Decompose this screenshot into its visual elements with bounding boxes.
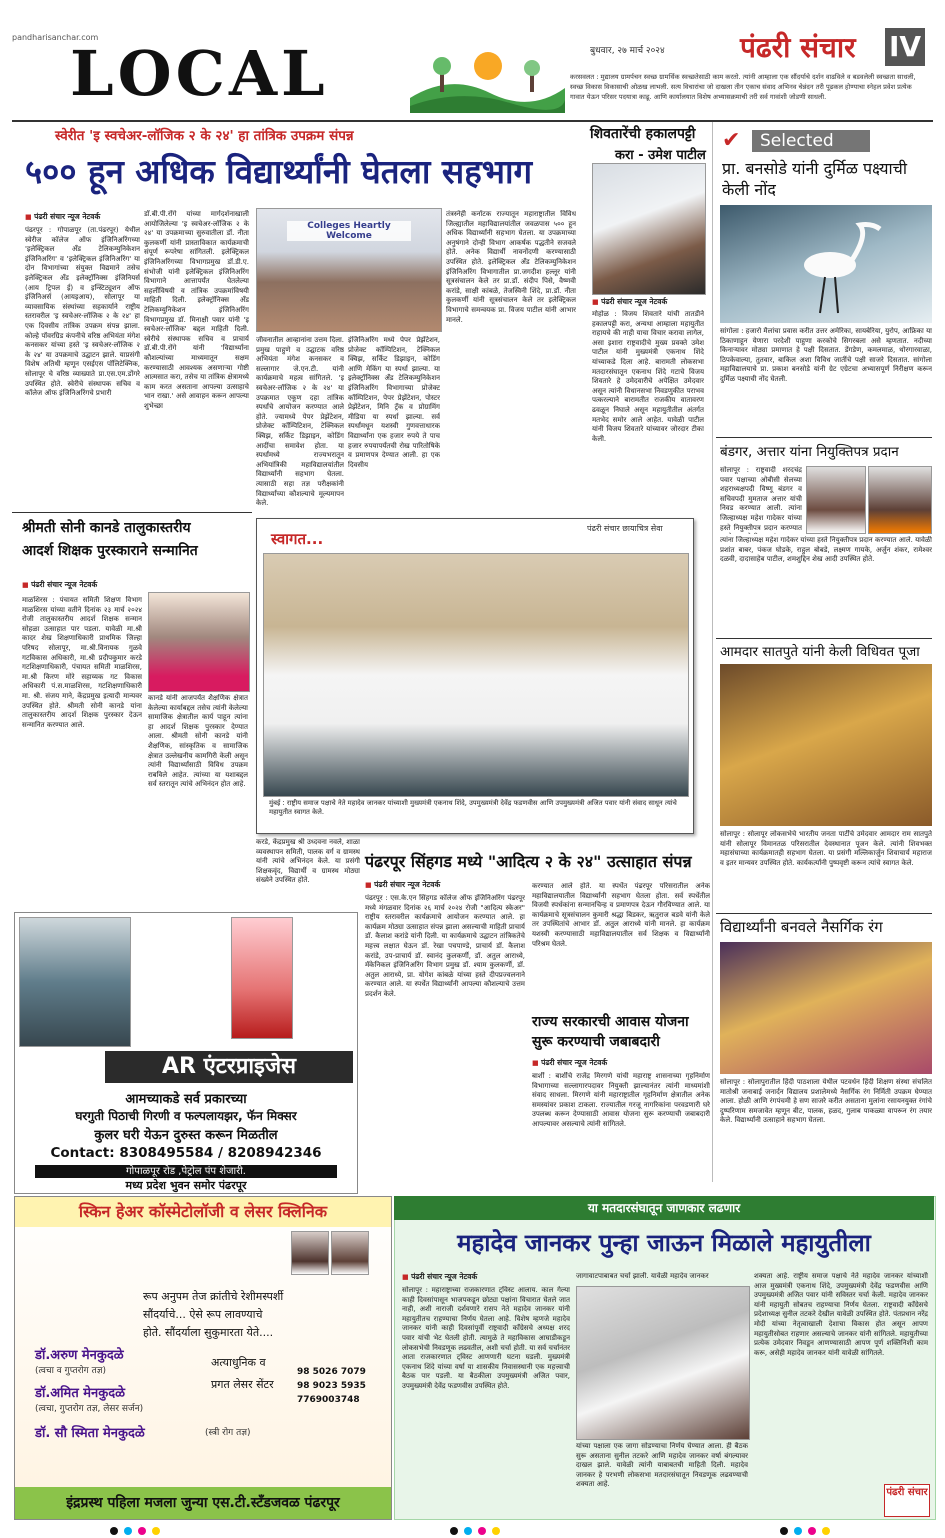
registration-dot [780,1527,788,1535]
registration-dot [794,1527,802,1535]
soni-headline-1: श्रीमती सोनी कानडे तालुकास्तरीय [22,520,191,536]
satpute-photo [720,664,932,826]
aditya-col2: करण्यात आले होते. या स्पर्धेत पंढरपूर परिसरातील अनेक महाविद्यालयातील विद्यार्थ्यांनी सहभाग घेतला होता. सर्व स्पर्धेतील विजयी स्पर्धकांना सन्मानचिन्ह व प्रमाणपत्र देऊन गौरविण्यात आले. या कार्यक्रमाचे सूत्रसंचालन कुमारी श्रद्धा बिडकर, ऋतुराज बडवे यांनी केले तर उपस्थितांचे आभार डॉ. अतुल आराध्ये यांनी मानले. हा कार्यक्रम यशस्वी करण्यासाठी महाविद्यालयातील सर्व शिक्षक व विद्यार्थ्यांनी परिश्रम घेतले. [532,882,710,948]
ad-ar-title: AR एंटरप्राइजेस [105,1051,353,1083]
registration-dot [152,1527,160,1535]
ad-skin-phone3[interactable]: 7769003748 [297,1395,360,1405]
doctor-photo-2 [331,1231,369,1275]
registration-dot [124,1527,132,1535]
ad-skin-tagline2: सौंदर्याचे... ऐसे रूप लावण्याचे [143,1308,263,1321]
selected-badge [722,128,862,154]
registration-dot [138,1527,146,1535]
header-landscape-logo [410,38,565,113]
header-date: बुधवार, २७ मार्च २०२४ [590,46,665,56]
welcome-caption: मुंबई : राष्ट्रीय समाज पक्षाचे नेते महादेव जानकर यांच्याशी मुख्यमंत्री एकनाथ शिंदे, उपमुख्यमंत्री देवेंद्र फडणवीस आणि उपमुख्यमंत्री अजित पवार यांनी संवाद साधून त्यांचे महायुतीत स्वागत केले. [269,799,677,816]
ad-ar-addr2: मध्य प्रदेश भुवन समोर पंढरपूर [125,1179,247,1192]
lead-col5: तंत्रस्नेही कर्नाटक राज्यातून महाराष्ट्रातील विविध जिल्ह्यातील महाविद्यालयांतील जवळपास ५०० हून अधिक विद्यार्थ्यांनी सहभाग घेतला. या उपक्रमाच्या अनुषंगाने दोन्ही विभाग आकर्षक पद्धतीने सजवले होते. अनेक विद्यार्थी नावनोंदणी करण्यासाठी उपस्थित होते. इलेक्ट्रिकल अँड टेलिकम्युनिकेशन इंजिनिअरिंग विभागातील प्रा.जगदीश हल्लूर यांनी सूत्रसंचालन केले तर प्रा.डॉ. संदीप पिसे, वैष्णवी करांडे, साक्षी कांबळे, तेजस्विनी शिंदे, प्रा.डॉ. नीता कुलकर्णी यांनी सूत्रसंचालन केले तर इलेक्ट्रिकल विभागाचे समन्वयक प्रा. विजय पाटील यांनी आभार मानले. [446,210,576,324]
lead-photo-banner: Colleges Heartly Welcome [287,221,411,241]
awas-headline-1: राज्य सरकारची आवास योजना [532,1014,689,1030]
soni-col3: करडे, केंद्रप्रमुख श्री उध्दवना नवले, शाळा व्यवस्थापन समिती, पालक वर्ग व ग्रामस्थ यांनी त्यांचे अभिनंदन केले. या प्रसंगी शिक्षकवृंद, विद्यार्थी व ग्रामस्थ मोठ्या संख्येने उपस्थित होते. [256,838,360,885]
paper-corner-logo: पंढरी संचार [884,1484,930,1517]
egret-icon [720,205,932,323]
bangar-title: बंडगर, अत्तार यांना नियुक्तिपत्र प्रदान [720,444,899,460]
lead-col3: जीवनातील आव्हानांना उत्तम दिला. प्रमुख पाहुणे व उद्घाटक वरिष्ठ अभियंता मंगेश कनसकर व सल्लागार जे.एन.टी. यांनी कार्यक्रमाचे महत्व सांगितले. 'इ स्वचेअर-लॉजिक २ के २४' या उपक्रमात एकूण दहा तांत्रिक स्पर्धांचे आयोजन करण्यात आले होते. ज्यामध्ये पेपर प्रेझेंटेशन, प्रोजेक्ट कॉम्पिटिशन, टेक्निकल क्विझ, सर्किट डिझाइन, कोडिंग आदींचा समावेश होता. या स्पर्धांमध्ये राज्यभरातून अभियांत्रिकी महाविद्यालयांतील विद्यार्थ्यांनी सहभाग घेतला. त्यासाठी सहा तज्ञ परीक्षकांनी विद्यार्थ्यांच्या कौशल्याचे मूल्यमापन केले. [256,336,344,508]
registration-dot [808,1527,816,1535]
selected-label: Selected [752,130,870,152]
soni-byline: ■ पंढरी संचार न्यूज नेटवर्क [22,580,97,590]
jankar-col1: सोलापूर : महाराष्ट्राच्या राजकारणात ट्विस्ट आलाय. काल गेल्या काही दिवसांपासून भाजपकडून छोट्या पक्षांना विचारात घेतले जात नाही, अशी नाराजी दर्शवणारे रासप नेते महादेव जानकर यांनी महायुतीतच राहण्याचा निर्णय घेतला आहे. विशेष म्हणजे महादेव जानकर यांनी काही दिवसांपूर्वी राष्ट्रवादी काँग्रेसचे अध्यक्ष शरद पवार यांची भेट घेतली होती. त्यामुळे ते महाविकास आघाडीकडून लोकसभेची निवडणूक लढवतील, अशी चर्चा होती. या सर्व चर्चांनंतर आता राजकारणात ट्विस्ट आणणारी घटना घडली. मुख्यमंत्री एकनाथ शिंदे यांच्या वर्षा या शासकीय निवासस्थानी एक महत्त्वाची बैठक पार पडली. या बैठकीला उपमुख्यमंत्री अजित पवार, उपमुख्यमंत्री देवेंद्र फडणवीस उपस्थित होते. [402,1286,570,1390]
lead-kicker: स्वेरीत 'इ स्वचेअर-लॉजिक २ के २४' हा तांत्रिक उपक्रम संपन्न [55,128,354,144]
bangar-photo-2 [868,466,932,534]
bird-photo [720,205,932,323]
header-quote: करसवलत : मुद्यालय ग्रामर्पचन स्वच्छ ग्रामर्थिक स्वच्छतेसाठी काम करतो. त्यांनी आम्हाला एक सौंदर्याचे दर्शन वाढविले व बडवलेली स्वच्छता साधली, स्वच्छ विकास विकासाची ओळख लाभली. सत्य विचारांचा जो दाखला तीन एकाच संवाद अभिनव चेन्नंदन तरी पूढकल होण्याचा स्नेहल प्रवेश प्रत्येक गावात येऊन परिसर पदयात्रा काढू. आणि कार्यालयात विशेष अभ्यासक्रमाची तरी सर्व गावांशी जोडणी साधली. [570,73,916,101]
registration-dot [110,1527,118,1535]
site-url[interactable]: pandharisanchar.com [12,33,99,42]
ad-skin-doc2: डॉ.अमित मेनकुदळे [35,1386,126,1401]
welcome-photo-frame [256,518,694,834]
ad-skin-doc1-spec: (त्वचा व गुप्तरोग तज्ञ) [35,1366,106,1376]
awas-body: बार्शी : बार्शीचे राजेंद्र मिरगणे यांची महाराष्ट्र शासनाच्या गृहनिर्माण विभागाच्या सल्लागारपदावर नियुक्ती झाल्यानंतर त्यांनी माध्यमांशी संवाद साधला. मिरगणे यांनी महाराष्ट्रातील गृहनिर्माण क्षेत्रातील अनेक समस्यांवर प्रकाश टाकला. राज्यातील गरजू नागरिकांना परवडणारी घरे उपलब्ध करून देण्यासाठी आवास योजना सुरू करण्याची जबाबदारी आपल्यावर असल्याचे त्यांनी सांगितले. [532,1072,710,1128]
registration-dot [450,1527,458,1535]
ad-ar-line2: घरगुती पिठाची गिरणी व फल्पलायझर, फॅन मिक्सर [75,1109,297,1123]
rang-photo [720,942,932,1074]
divider [716,638,932,639]
jankar-photo [576,1286,750,1440]
lead-headline: ५०० हून अधिक विद्यार्थ्यांनी घेतला सहभाग [25,152,533,191]
ad-skin-doc3-spec: (स्त्री रोग तज्ञ) [205,1428,251,1438]
ad-skin-tagline3: होते. सौंदर्याला सुकुमारता येते.... [143,1326,274,1339]
shivtare-photo [592,163,706,295]
ad-ar-line3: कुलर घरी येऊन दुरुस्त करून मिळतील [94,1128,278,1143]
jankar-col3: शक्यता आहे. राष्ट्रीय समाज पक्षाचे नेते महादेव जानकर यांच्याशी आज मुख्यमंत्री एकनाथ शिंदे, उपमुख्यमंत्री देवेंद्र फडणवीस आणि उपमुख्यमंत्री अजित पवार यांनी सविस्तर चर्चा केली. महादेव जानकर यांनी महायुती सोबतच राहण्याचा निर्णय घेतला. राष्ट्रवादी काँग्रेसचे प्रदेशाध्यक्ष सुनील तटकरे देखील यावेळी उपस्थित होते. पंतप्रधान नरेंद्र मोदी यांच्या नेतृत्वाखाली देशाचा विकास होत असून आपण महायुतीसोबत राहणार असल्याचे जानकर यांनी सांगितले. महायुतीच्या प्रत्येक उमेदवार निवडून आणण्यासाठी आपण पूर्ण शक्तिनिशी काम करू, असेही महादेव जानकर यांनी यावेळी सांगितले. [754,1272,928,1357]
ad-skin-center2: प्रगत लेसर सेंटर [211,1378,274,1391]
ad-skin-tagline1: रूप अनुपम तेज क्रांतीचे रेशीमस्पर्शी [143,1290,284,1303]
header-rule [12,120,933,122]
selected-body: सांगोला : हजारो मैलांचा प्रवास करीत उत्तर अमेरिका, सायबेरिया, युरोप, आफ्रिका या ठिकाणाहून येणारा परदेशी पाहुणा करकोचे सिगरबला असे म्हणतात. नदीच्या किनाऱ्यावर मोठ्या प्रमाणात हे पक्षी दिसतात. डेंगडेण, कमलमाळ, थोरगारवाळा, ठिपकेवाल्या, तुतवार, बाकिल अशा विविध जातींचे पक्षी साजरे दिसतात. सांगोला महाविद्यालयाचे प्रा. प्रकाश बनसोडे यांनी ग्रेट एग्रेटचा अभ्यासपूर्ण निरीक्षण करून दुर्मिळ पक्ष्याची नोंद घेतली. [720,327,932,383]
shivtare-title-2: करा - उमेश पाटील [615,148,706,163]
ad-skin-title: स्किन हेअर कॉस्मेटोलॉजी व लेसर क्लिनिक [15,1197,391,1227]
page-number: IV [885,28,925,66]
welcome-label: स्वागत... [271,530,324,548]
doctor-photo-1 [291,1231,329,1275]
ad-skin-clinic[interactable] [14,1196,392,1520]
ad-skin-center1: अत्याधुनिक व [211,1356,266,1369]
jankar-col2: यांच्या पक्षाला एक जागा सोडण्याचा निर्णय घेण्यात आला. ही बैठक सुरू असताना सुनील तटकरे आणि महादेव जानकर वर्षा बंगल्यावर दाखल झाले. यावेळी त्यांनी याबाबतची माहिती दिली. महादेव जानकर हे परभणी लोकसभा मतदारसंघातून निवडणूक लढवण्याची शक्यता आहे. [576,1442,748,1489]
ad-skin-address: इंद्रप्रस्थ पहिला मजला जुन्या एस.टी.स्टँडजवळ पंढरपूर [15,1487,391,1519]
welcome-credit: पंढरी संचार छायाचित्र सेवा [587,524,663,533]
registration-dot [492,1527,500,1535]
appliance-image [231,917,293,1039]
aditya-byline: ■ पंढरी संचार न्यूज नेटवर्क [365,880,440,890]
soni-col1: माळशिरस : पंचायत समिती शिक्षण विभाग माळशिरस यांच्या वतीने दिनांक २३ मार्च २०२४ रोजी तालुकास्तरीय आदर्श शिक्षक सन्मान सोहळा उत्साहात पार पडला. यावेळी मा.श्री कादर शेख शिक्षणाधिकारी प्राथमिक जिल्हा परिषद सोलापूर, मा.श्री.विनायक गुळवे गटविकास अधिकारी, मा.श्री प्रदीपकुमार करडे गटशिक्षणाधिकारी, पंचायत समिती माळशिरस, मा.श्री किरण मोरे सहाय्यक गट विकास अधिकारी पं.स.माळशिरस, गटशिक्षणाधिकारी मा. श्री. संजय माने, केंद्रप्रमुख इत्यादी मान्यवर उपस्थित होते. श्रीमती सोनी कानडे यांना तालुकास्तरीय आदर्श शिक्षक पुरस्कार देऊन सन्मानित करण्यात आले. [22,596,142,729]
awas-headline-2: सुरू करण्याची जबाबदारी [532,1034,660,1050]
check-icon: ✔ [722,128,741,153]
registration-dot [822,1527,830,1535]
shivtare-title-1: शिवतारेंची हकालपट्टी [590,126,696,142]
ad-skin-phones[interactable] [297,1365,385,1407]
ad-ar-addr1: गोपाळपूर रोड ,पेट्रोल पंप शेजारी. [35,1165,337,1178]
aditya-headline: पंढरपूर सिंहगड मध्ये "आदित्य २ के २४" उत्साहात संपन्न [365,852,692,871]
ad-skin-doc3: डॉ. सौ स्मिता मेनकुदळे [35,1426,145,1441]
bangar-body: सोलापूर : राष्ट्रवादी शरदचंद्र पवार पक्षाच्या ओबीसी सेलच्या शहराध्यक्षपदी विष्णू बंडगर व सचिवपदी मुमताज अत्तार यांची निवड करण्यात आली. त्यांना जिल्हाध्यक्ष महेश गादेकर यांच्या हस्ते नियुक्तीपत्र प्रदान करण्यात [720,466,802,532]
registration-dot [478,1527,486,1535]
lead-col1: पंढरपूर : गोपाळपूर (ता.पंढरपूर) येथील स्वेरीज कॉलेज ऑफ इंजिनिअरिंगच्या 'इलेक्ट्रिकल अँड टेलिकम्युनिकेशन इंजिनिअरिंग' व 'इलेक्ट्रिकल इंजिनिअरिंग' या दोन विभागांच्या संयुक्त विद्यमाने तसेच इलेक्ट्रिकल अँड इलेक्ट्रॉनिक्स इंजिनियर्स (आय ट्रिपल ई) व इन्स्टिट्यूशन ऑफ इंजिनिअर्स (आयइआय), सोलापूर या व्यावसायिक संस्थांच्या सहकार्याने राष्ट्रीय स्तरावरील 'इ स्वचेअर-लॉजिक २ के २४' हा एक दिवसीय तांत्रिक उपक्रम संपन्न झाला. कोल्हे पॉवरग्रिड कंपनीचे वरिष्ठ अभियंता मंगेश कनसकर यांच्या हस्ते 'इ स्वचेअर-लॉजिक २ के २४' या उपक्रमाचे उद्घाटन झाले. याप्रसंगी विशेष अतिथी म्हणून एसईएस पॉलिटेक्निक, सोलापूर चे वरिष्ठ व्याख्याते प्रा.एस.एम.डोंगरे उपस्थित होते. स्वेरीचे संस्थापक सचिव व कॉलेज ऑफ इंजिनिअरिंगचे प्रभारी [25,226,140,398]
awas-byline: ■ पंढरी संचार न्यूज नेटवर्क [532,1058,607,1068]
lead-event-photo [256,208,442,332]
shivtare-byline: ■ पंढरी संचार न्यूज नेटवर्क [592,297,667,307]
ad-ar-line1: आमच्याकडे सर्व प्रकारच्या [125,1092,247,1107]
jankar-kicker: या मतदारसंघातून जाणकार लढणार [394,1196,934,1220]
welcome-photo [263,553,689,797]
rang-title: विद्यार्थ्यांनी बनवले नैसर्गिक रंग [720,918,883,936]
divider [712,122,713,1182]
ad-skin-doc1: डॉ.अरुण मेनकुदळे [35,1348,124,1363]
satpute-body: सोलापूर : सोलापूर लोकसभेचे भारतीय जनता पार्टीचे उमेदवार आमदार राम सातपुते यांनी सोलापूर विमानतळ परिसरातील देवस्थानात पूजन केले. त्यांनी शिवभक्त महासंघाच्या कार्यक्रमातही सहभाग घेतला. या प्रसंगी मल्लिकार्जुन शिवाचार्य महाराज व इतर मान्यवर उपस्थित होते. कार्यकर्त्यांनी पुष्पवृष्टी करून त्यांचे स्वागत केले. [720,830,932,867]
ad-skin-doc2-spec: (त्वचा, गुप्तरोग तज्ञ, लेसर सर्जन) [35,1404,144,1414]
soni-col2: कानडे यांनी आजपर्यंत शैक्षणिक क्षेत्रात केलेल्या कार्याबद्दल तसेच त्यांनी केलेल्या सामाजिक क्षेत्रातील कार्य पाहून त्यांना हा आदर्श शिक्षक पुरस्कार देण्यात आला. श्रीमती सोनी कानडे यांनी शैक्षणिक, सांस्कृतिक व सामाजिक क्षेत्रात उल्लेखनीय कामगिरी केली असून त्यांनी विद्यार्थ्यांसाठी विविध उपक्रम राबविले आहेत. त्यांच्या या यशाबद्दल सर्व स्तरातून त्यांचे अभिनंदन होत आहे. [148,694,248,789]
jankar-col2-top: जागावाटपाबाबत चर्चा झाली. यावेळी महादेव जानकर [576,1272,709,1280]
lead-col2: डॉ.बी.पी.रोंगे यांच्या मार्गदर्शनाखाली आयोजिलेल्या 'इ स्वचेअर-लॉजिक २ के २४' या उपक्रमाच्या सुरुवातीला डॉ. नीता कुलकर्णी यांनी प्रास्ताविकात कार्यक्रमाची संपूर्ण रूपरेषा सांगितली. इलेक्ट्रिकल इंजिनिअरिंगच्या विभागप्रमुख डॉ.डी.ए. संभोजी यांनी इलेक्ट्रिकल इंजिनिअरिंग विभागाने आत्तापर्यंत घेतलेल्या सहलींविषयी व तांत्रिक उपक्रमांविषयी माहिती दिली. इलेक्ट्रॉनिक्स अँड टेलिकम्युनिकेशन इंजिनिअरिंग विभागप्रमुख डॉ. मिनाक्षी पवार यांनी 'इ स्वचेअर-लॉजिक' बद्दल माहिती दिली. स्वेरीचे संस्थापक सचिव व प्राचार्य डॉ.बी.पी.रोंगे यांनी 'विद्यार्थ्यांना कौशल्यांच्या माध्यमातून सक्षम करण्यासाठी आवश्यक असणाऱ्या गोष्टी आत्मसात करा, तसेच या तांत्रिक क्षेत्रामध्ये काम करत असताना आपल्या उत्साहाचे भान राखा.' असे आवाहन करून आपल्या शुभेच्छा [144,210,249,410]
paper-logo: पंढरी संचार [740,31,856,64]
section-title: LOCAL [70,37,329,110]
ad-skin-phone1[interactable]: 98 5026 7079 [297,1367,366,1377]
registration-dot [464,1527,472,1535]
bangar-photo-1 [806,466,866,534]
soni-headline-2: आदर्श शिक्षक पुरस्काराने सन्मानित [22,543,198,559]
flour-mill-image [19,917,131,1047]
divider [12,512,252,513]
divider [716,437,932,438]
ad-ar-enterprises[interactable] [14,912,358,1194]
bangar-body-cont: त्यांना जिल्हाध्यक्ष महेश गादेकर यांच्या हस्ते नियुक्तीपत्र प्रदान करण्यात आले. यावेळी प्रशांत बाबर, पंकज घोडके, राहुल बोबडे, लक्ष्मण गायके, अर्जुन शंकर, रामेश्वर दळवी, दादासाहेब पाटील, शमशुद्दिन शेख आदी उपस्थित होते. [720,536,932,564]
shivtare-body: मोहोळ : विजय शिवतारे यांची तातडीने हकालपट्टी करा, अन्यथा आम्हाला महायुतीत राहायचे की नाही याचा विचार करावा लागेल, असा इशारा राष्ट्रवादीचे मुख्य प्रवक्ते उमेश पाटील यांनी मुख्यमंत्री एकनाथ शिंदे यांच्याकडे दिला आहे. बारामती लोकसभा मतदारसंघातून एकनाथ शिंदे गटाचे विजय शिवतारे हे उमेदवारीचे अपेक्षित उमेदवार असून त्यांनी विधानसभा निवडणुकीत पराभव पत्करल्याने बारामतीत राजकीय वातावरण ढवळून निघाले असून महायुतीतील अंतर्गत मतभेद समोर आले आहेत. यावेळी पाटील यांनी विजय शिवतारे यांच्यावर जोरदार टीका केली. [592,310,704,443]
ad-ar-contact[interactable]: Contact: 8308495584 / 8208942346 [50,1145,322,1161]
jankar-headline: महादेव जानकर पुन्हा जाऊन मिळाले महायुतीला [457,1229,871,1257]
soni-photo [148,592,250,692]
rang-body: सोलापूर : सोलापुरातील हिंदी पाठशाला येथील पटवर्धन हिंदी शिक्षण संस्था संचलित मातोश्री जनाबाई जनार्दन विद्यालय प्रशालेमध्ये नैसर्गिक रंग निर्मिती उपक्रम घेण्यात आला. होळी आणि रंगपंचमी हे सण साजरे करीत असताना मुलांना रसायनयुक्त रंगांचे दुष्परिणाम समजावेत म्हणून बीट, पालक, हळद, गुलाब पाकळ्या वापरून रंग तयार केले. विद्यार्थ्यांनी उत्साहाने सहभाग घेतला. [720,1078,932,1125]
satpute-title: आमदार सातपुते यांनी केली विधिवत पूजा [720,644,920,660]
ad-skin-phone2[interactable]: 98 9023 5935 [297,1381,366,1391]
selected-title: प्रा. बनसोडे यांनी दुर्मिळ पक्ष्याची केली नोंद [722,159,907,199]
aditya-col1: पंढरपूर : एस.के.एन सिंहगड कॉलेज ऑफ इंजिनिअरिंग पंढरपूर मध्ये मंगळवार दिनांक २६ मार्च २०२४ रोजी "आदित्य स्केअर" राष्ट्रीय स्तरावरील कार्यक्रमाचे आयोजन करण्यात आले. हा कार्यक्रम मोठ्या उत्साहात संपन्न झाला असल्याची माहिती प्राचार्य डॉ. कैलाश करांडे यांनी दिली. या कार्यक्रमाचे उद्घाटन तांत्रिकतेचे महत्त्व लक्षात घेऊन डॉ. रेखा पचपाण्डे, प्राचार्य डॉ. कैलाश करांडे, उप-प्राचार्य डॉ. स्वानंद कुलकर्णी, डॉ. अतुल आराध्ये, मॅकेनिकल इंजिनिअरिंग विभाग प्रमुख डॉ. श्याम कुलकर्णी, डॉ. अतुल आराध्ये, प्रा. योगेश कांबळे यांच्या हस्ते दीपप्रज्वलनाने करण्यात आले. या स्पर्धेत विद्यार्थ्यांनी आपल्या कौशल्याचे उत्तम प्रदर्शन केले. [365,894,525,998]
lead-byline: ■ पंढरी संचार न्यूज नेटवर्क [25,212,100,222]
jankar-byline: ■ पंढरी संचार न्यूज नेटवर्क [402,1272,477,1282]
divider [716,913,932,914]
lead-col4: इंजिनिअरिंग मध्ये पेपर प्रेझेंटेशन, प्रोजेक्ट कॉम्पिटिशन, टेक्निकल क्विझ, सर्किट डिझाइन, कोडिंग आणि मेकिंग या स्पर्धा झाल्या. या इलेक्ट्रॉनिक्स अँड टेलिकम्युनिकेशन इंजिनिअरिंग विभागाच्या प्रोजेक्ट कॉम्पिटिशन, पेपर प्रेझेंटेशन, पोस्टर प्रेझेंटेशन, मिनि ट्रॅक व प्रोग्रामिंग मीडिया या स्पर्धा झाल्या. सर्व स्पर्धांमधून यशस्वी गुणवत्ताधारक विद्यार्थ्यांना एक हजार रुपये ते पाच हजार रुपयापर्यंतची रोख पारितोषिके व प्रमाणपत्र देण्यात आली. हा एक दिवसीय [348,336,440,469]
